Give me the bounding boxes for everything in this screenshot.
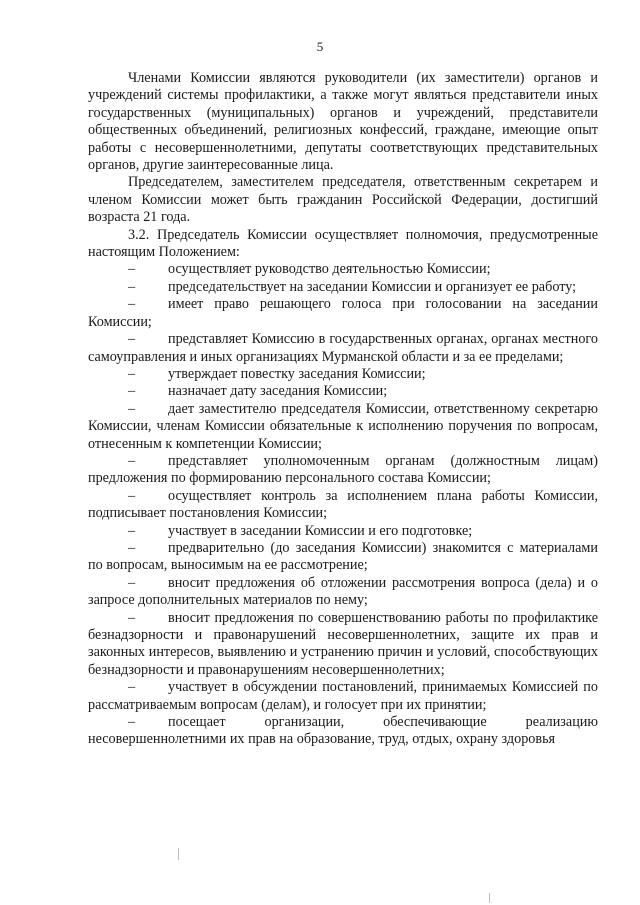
list-item-text: вносит предложения по совершенствованию работы по профилактике безнадзорности и правонарушений несовершеннолетних, защите их прав и законных интересов, выявлению и устранению причин и условий, способствующих безнадзорности и правонарушениям несовершеннолетних;: [88, 609, 598, 678]
list-item: [88, 523, 598, 540]
list-item-text: осуществляет руководство деятельностью Комиссии;: [168, 261, 491, 278]
list-dash: –: [128, 452, 136, 469]
list-item-text: представляет уполномоченным органам (должностным лицам) предложения по формированию персонального состава Комиссии;: [88, 452, 598, 487]
list-item-text: председательствует на заседании Комиссии и организует ее работу;: [168, 278, 577, 295]
list-item: [88, 575, 598, 610]
page-number: 5: [316, 39, 324, 54]
list-dash: –: [128, 609, 136, 626]
list-dash: –: [128, 714, 136, 731]
list-item: [88, 279, 598, 296]
list-item: [88, 383, 598, 400]
list-item-text: участвует в обсуждении постановлений, принимаемых Комиссией по рассматриваемым вопросам (делам), и голосует при их принятии;: [88, 679, 598, 713]
list-item: [88, 401, 598, 453]
list-dash: –: [128, 296, 136, 313]
paragraph-chairman-eligibility: Председателем, заместителем председателя, ответственным секретарем и членом Комиссии может быть гражданин Российской Федерации, достигший возраста 21 года.: [88, 174, 598, 226]
list-item: [88, 714, 598, 749]
list-item-text: представляет Комиссию в государственных органах, органах местного самоуправления и иных организациях Мурманской области и за ее пределами;: [88, 331, 598, 365]
list-dash: –: [128, 331, 136, 348]
list-dash: –: [128, 261, 136, 278]
list-item: [88, 331, 598, 366]
list-dash: –: [128, 400, 136, 417]
list-item: [88, 540, 598, 575]
list-item-text: осуществляет контроль за исполнением плана работы Комиссии, подписывает постановления Комиссии;: [88, 487, 598, 522]
list-item: [88, 488, 598, 523]
list-item-text: назначает дату заседания Комиссии;: [168, 383, 388, 400]
list-item-text: посещает организации, обеспечивающие реализацию несовершеннолетними их прав на образование, труд, отдых, охрану здоровья: [88, 714, 598, 748]
list-item-text: вносит предложения об отложении рассмотрения вопроса (дела) и о запросе дополнительных материалов по нему;: [88, 574, 598, 609]
list-item-text: имеет право решающего голоса при голосовании на заседании Комиссии;: [88, 296, 598, 330]
list-item: [88, 261, 598, 278]
list-dash: –: [128, 574, 136, 591]
scan-mark: [489, 893, 490, 903]
list-dash: –: [128, 487, 136, 504]
powers-list: [88, 261, 598, 748]
list-dash: –: [128, 365, 136, 382]
paragraph-3-2: 3.2. Председатель Комиссии осуществляет полномочия, предусмотренные настоящим Положением:: [88, 226, 598, 261]
list-item-text: утверждает повестку заседания Комиссии;: [168, 365, 426, 382]
list-dash: –: [128, 278, 136, 295]
list-dash: –: [128, 539, 136, 556]
paragraph-members: Членами Комиссии являются руководители (их заместители) органов и учреждений системы профилактики, а также могут являться представители иных государственных (муниципальных) органов и учреждений, представители общественных объединений, религиозных конфессий, граждане, имеющие опыт работы с несовершеннолетними, депутаты соответствующих представительных органов, другие заинтересованные лица.: [88, 70, 598, 174]
list-item: [88, 610, 598, 680]
list-item: [88, 366, 598, 383]
list-dash: –: [128, 679, 136, 696]
list-item-text: предварительно (до заседания Комиссии) знакомится с материалами по вопросам, выносимым на ее рассмотрение;: [88, 539, 598, 574]
list-item: [88, 453, 598, 488]
list-item-text: участвует в заседании Комиссии и его подготовке;: [168, 522, 473, 539]
list-dash: –: [128, 522, 136, 539]
document-body: [88, 70, 598, 749]
list-item: [88, 296, 598, 331]
list-item-text: дает заместителю председателя Комиссии, ответственному секретарю Комиссии, членам Комиссии обязательные к исполнению поручения по вопросам, отнесенным к компетенции Комиссии;: [88, 400, 598, 452]
list-item: [88, 679, 598, 714]
scan-mark: [178, 848, 179, 860]
list-dash: –: [128, 383, 136, 400]
